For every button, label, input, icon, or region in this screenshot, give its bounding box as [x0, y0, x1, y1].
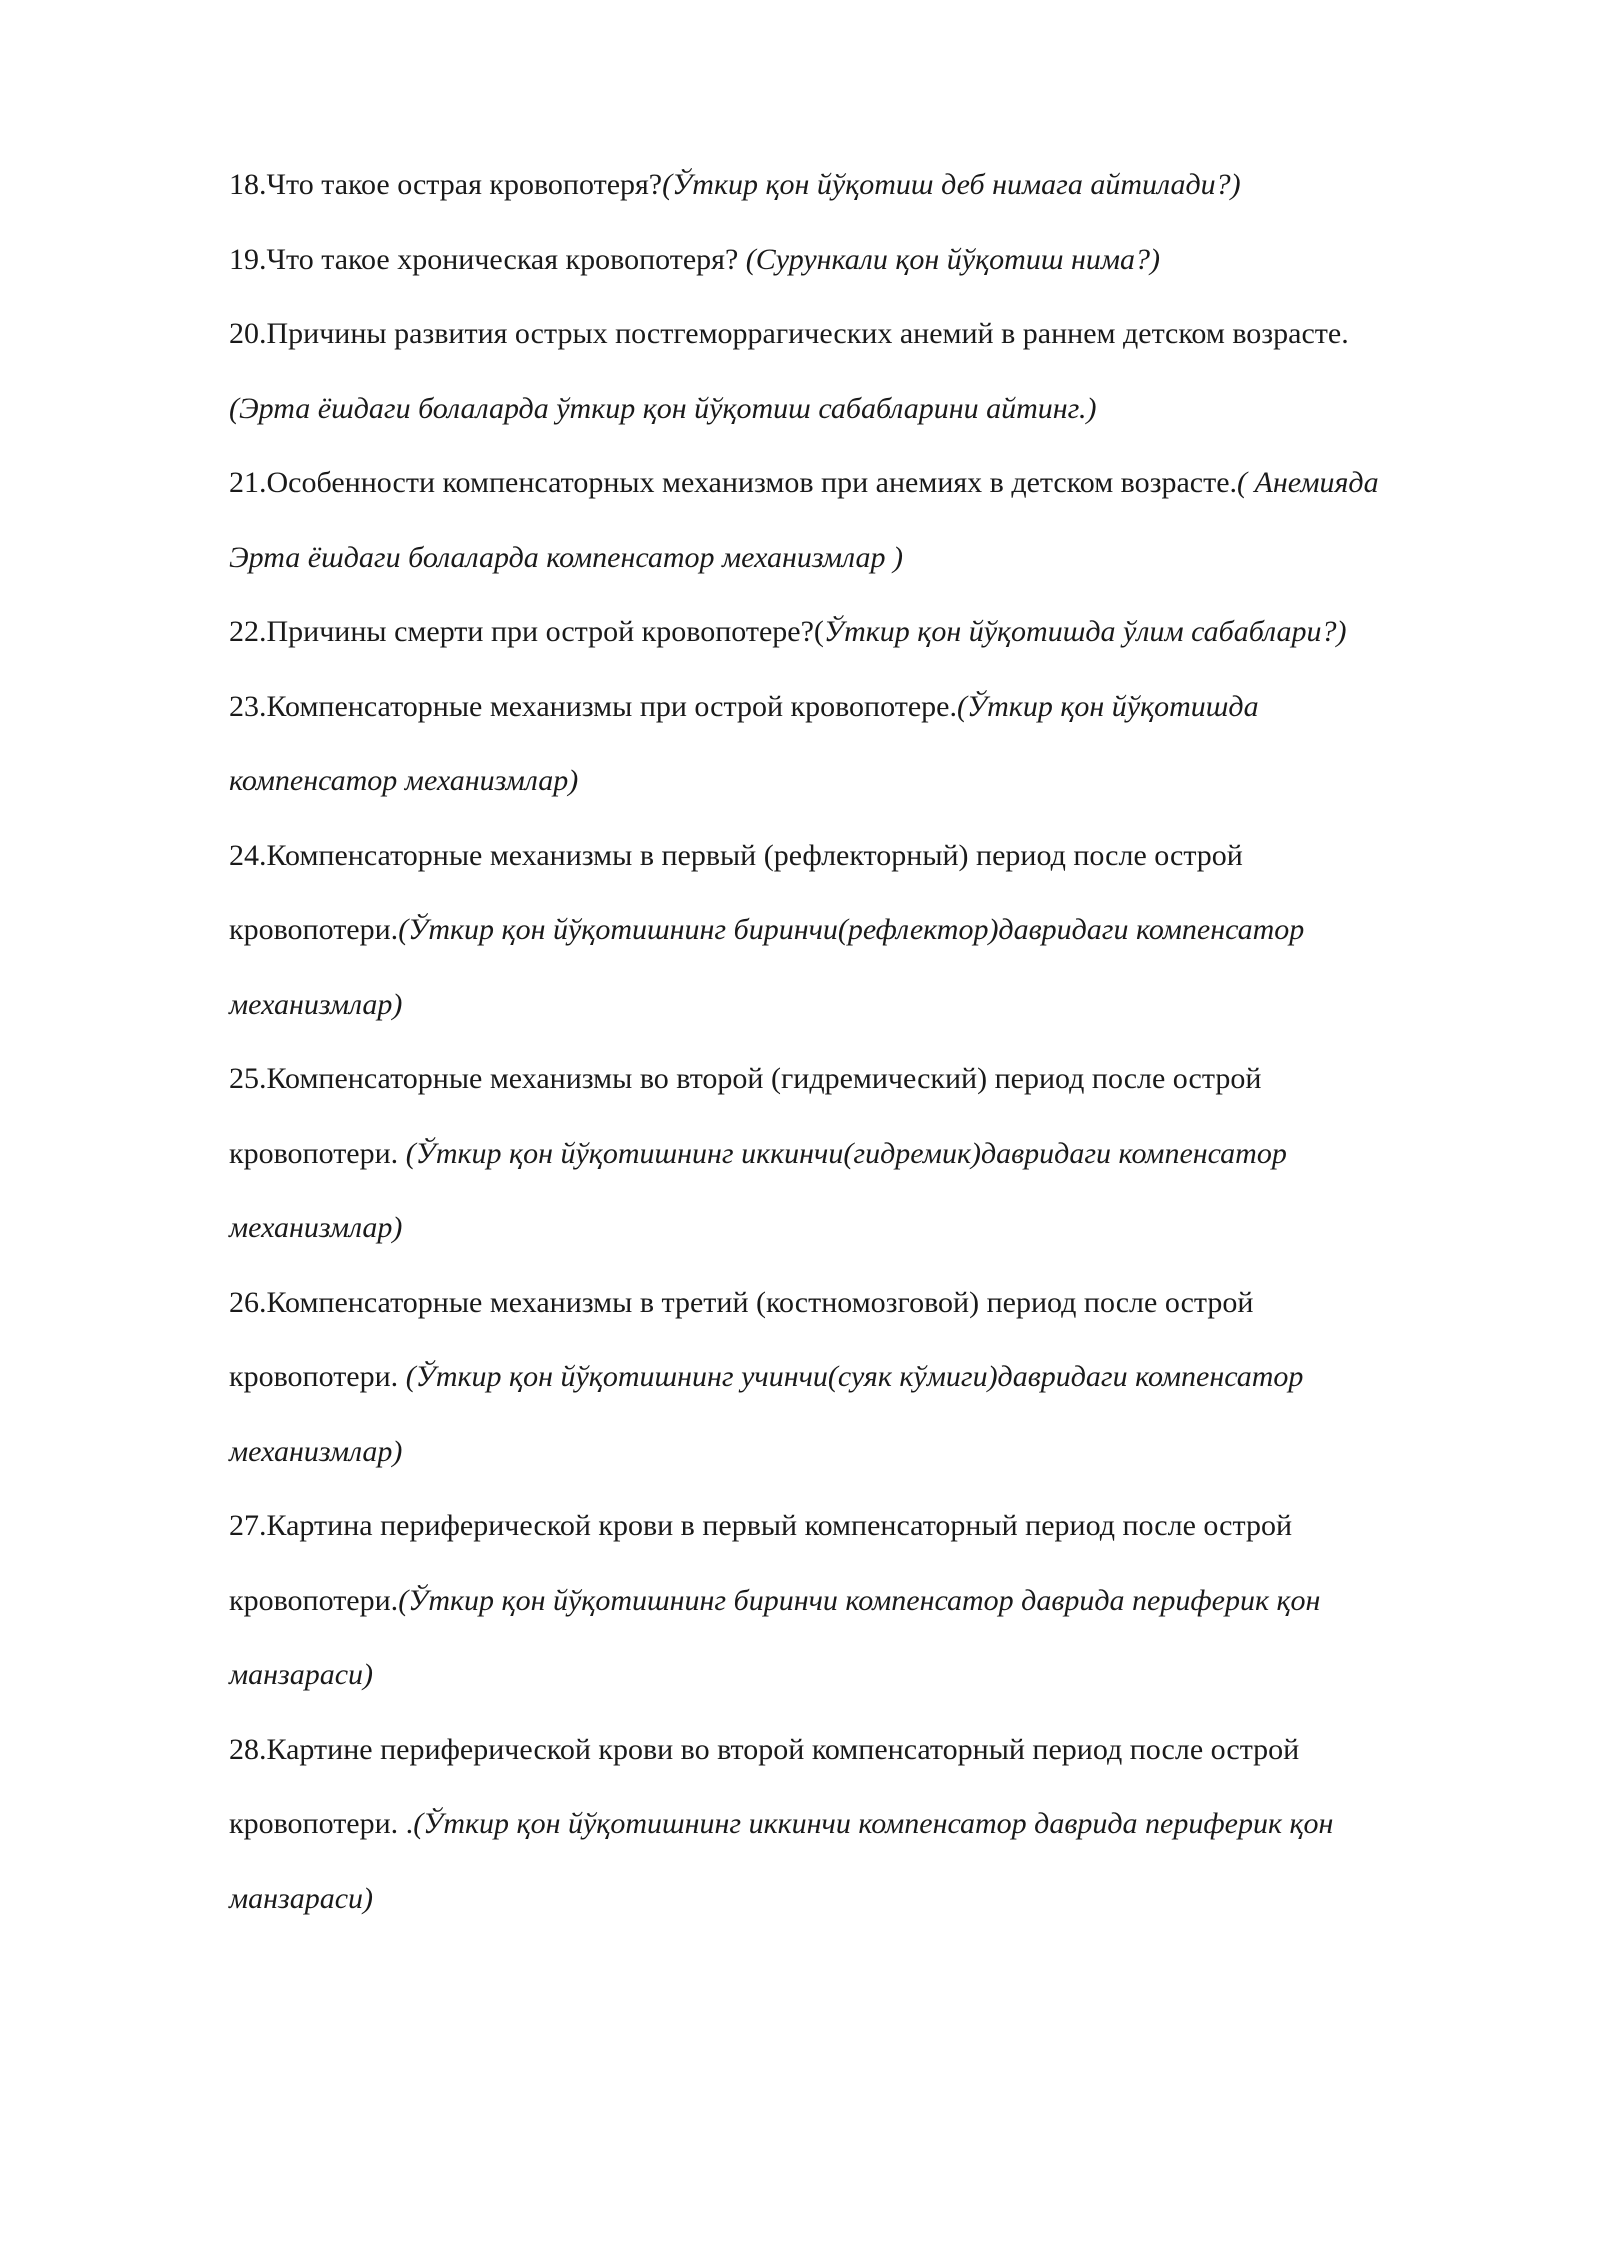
question-text-uz: (Ўткир қон йўқотишда	[956, 689, 1259, 723]
question-text-ru: кровопотери.	[229, 913, 399, 946]
question-text-uz: (Ўткир қон йўқотишнинг иккинчи компенсатор даврида периферик қон	[413, 1807, 1334, 1840]
question-line	[229, 223, 1489, 298]
question-item	[229, 297, 1489, 446]
question-line	[229, 1266, 1489, 1341]
question-line	[229, 670, 1489, 745]
question-line	[229, 1489, 1489, 1564]
question-item	[229, 148, 1489, 223]
question-text-ru: кровопотери. .	[229, 1807, 414, 1840]
question-line	[229, 148, 1489, 223]
question-text-uz: Эрта ёшдаги болаларда компенсатор механизмлар )	[229, 540, 903, 574]
question-text-ru: 23.Компенсаторные механизмы при острой кровопотере.	[229, 689, 957, 723]
question-line	[229, 893, 1489, 968]
question-text-uz: (Ўткир қон йўқотишнинг биринчи(рефлектор)давридаги компенсатор	[398, 913, 1305, 946]
question-line	[229, 1042, 1489, 1117]
question-line	[229, 1862, 1489, 1937]
question-text-ru: 28.Картине периферической крови во второй компенсаторный период после острой	[229, 1732, 1300, 1766]
question-text-ru: 27.Картина периферической крови в первый компенсаторный период после острой	[229, 1509, 1292, 1542]
question-line	[229, 1340, 1489, 1415]
question-text-ru: 21.Особенности компенсаторных механизмов при анемиях в детском возрасте.	[229, 466, 1238, 499]
question-text-ru: кровопотери.	[229, 1360, 406, 1393]
question-item	[229, 1489, 1489, 1713]
question-line	[229, 1713, 1489, 1788]
question-text-ru: 20.Причины развития острых постгеморрагических анемий в раннем детском возрасте.	[229, 317, 1349, 350]
question-text-uz: механизмлар)	[229, 1211, 403, 1244]
question-line	[229, 372, 1489, 447]
question-text-uz: (Ўткир қон йўқотишнинг иккинчи(гидремик)давридаги компенсатор	[405, 1136, 1287, 1170]
question-text-ru: 24.Компенсаторные механизмы в первый (рефлекторный) период после острой	[229, 838, 1243, 872]
question-line	[229, 1638, 1489, 1713]
question-text-ru: 25.Компенсаторные механизмы во второй (гидремический) период после острой	[229, 1062, 1262, 1095]
question-line	[229, 595, 1489, 670]
question-text-ru: 18.Что такое острая кровопотеря?	[229, 168, 663, 201]
question-line	[229, 1415, 1489, 1490]
question-text-uz: манзараси)	[229, 1881, 374, 1915]
question-text-uz: компенсатор механизмлар)	[229, 764, 579, 797]
question-line	[229, 521, 1489, 596]
question-item	[229, 446, 1489, 595]
question-line	[229, 819, 1489, 894]
question-text-ru: кровопотери.	[229, 1136, 406, 1170]
question-line	[229, 1787, 1489, 1862]
question-text-uz: механизмлар)	[229, 1434, 403, 1468]
question-text-ru: 19.Что такое хроническая кровопотеря?	[229, 242, 746, 276]
question-line	[229, 1117, 1489, 1192]
question-text-ru: 22.Причины смерти при острой кровопотере?(	[229, 615, 824, 648]
question-line	[229, 1191, 1489, 1266]
question-item	[229, 1266, 1489, 1490]
question-line	[229, 968, 1489, 1043]
question-text-uz: (Ўткир қон йўқотишнинг учинчи(суяк кўмиги)давридаги компенсатор	[405, 1360, 1304, 1393]
question-line	[229, 297, 1489, 372]
question-text-uz: манзараси)	[229, 1658, 374, 1691]
question-text-uz: (Эрта ёшдаги болаларда ўткир қон йўқотиш сабабларини айтинг.)	[229, 391, 1097, 425]
question-text-uz: (Ўткир қон йўқотишнинг биринчи компенсатор даврида периферик қон	[398, 1583, 1321, 1617]
question-item	[229, 819, 1489, 1043]
question-line	[229, 744, 1489, 819]
question-text-uz: ( Анемияда	[1237, 466, 1379, 499]
question-text-ru: кровопотери.	[229, 1583, 399, 1617]
question-item	[229, 223, 1489, 298]
question-item	[229, 1042, 1489, 1266]
question-list	[229, 148, 1489, 1936]
question-item	[229, 670, 1489, 819]
question-item	[229, 595, 1489, 670]
question-line	[229, 446, 1489, 521]
question-item	[229, 1713, 1489, 1937]
question-text-uz: Ўткир қон йўқотишда ўлим сабаблари?)	[823, 615, 1347, 648]
question-text-uz: механизмлар)	[229, 987, 403, 1021]
question-text-uz: (Ўткир қон йўқотиш деб нимага айтилади?)	[662, 168, 1241, 201]
question-text-ru: 26.Компенсаторные механизмы в третий (костномозговой) период после острой	[229, 1285, 1254, 1319]
question-line	[229, 1564, 1489, 1639]
question-text-uz: (Сурункали қон йўқотиш нима?)	[745, 242, 1160, 276]
